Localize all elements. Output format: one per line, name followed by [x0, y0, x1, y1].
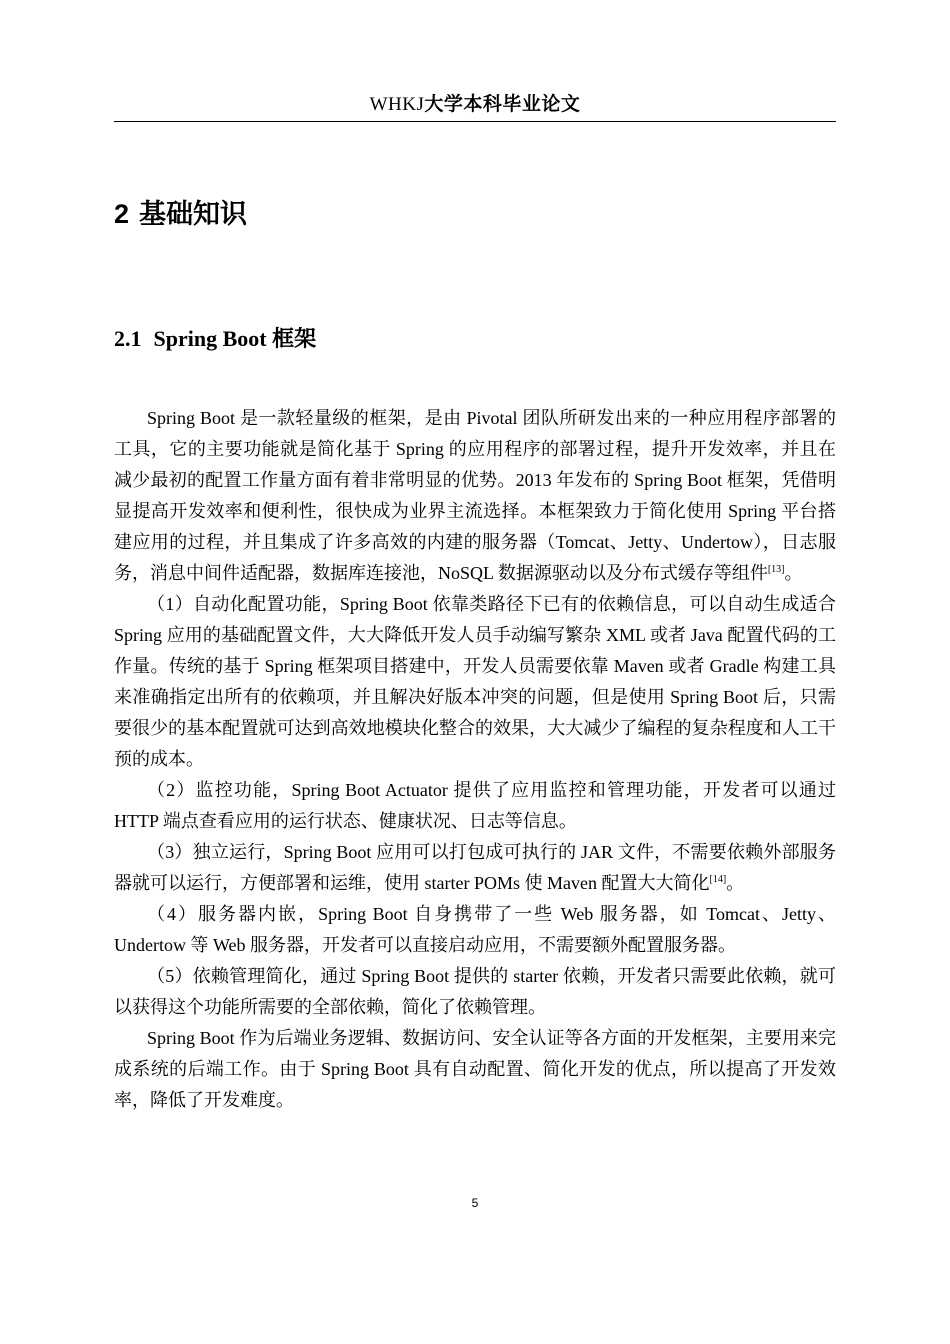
paragraph-text: Spring Boot 作为后端业务逻辑、数据访问、安全认证等各方面的开发框架，主要用来完成系统的后端工作。由于 Spring Boot 具有自动配置、简化开发的优点，所以提高了开发效率，降低了开发难度。 [114, 1028, 836, 1110]
page-number: 5 [471, 1196, 479, 1210]
paragraph-text: （2）监控功能，Spring Boot Actuator 提供了应用监控和管理功能，开发者可以通过 HTTP 端点查看应用的运行状态、健康状况、日志等信息。 [114, 780, 836, 831]
header-rule [114, 121, 836, 122]
running-header [114, 92, 836, 118]
paragraph-embedded-server [114, 899, 836, 961]
paragraph-intro [114, 403, 836, 589]
citation-ref: [14] [709, 874, 727, 885]
paragraph-text: （4）服务器内嵌，Spring Boot 自身携带了一些 Web 服务器，如 Tomcat、Jetty、Undertow 等 Web 服务器，开发者可以直接启动应用，不需要额外配置服务器。 [114, 904, 836, 955]
section-number: 2.1 [114, 326, 142, 351]
citation-ref: [13] [767, 564, 785, 575]
chapter-title [114, 195, 247, 233]
paragraph-dependency-mgmt [114, 961, 836, 1023]
paragraph-monitoring [114, 775, 836, 837]
header-school: WHKJ [369, 94, 425, 115]
section-title [114, 323, 316, 355]
section-title-text: Spring Boot 框架 [153, 326, 317, 351]
paragraph-summary [114, 1023, 836, 1116]
paragraph-text: （5）依赖管理简化，通过 Spring Boot 提供的 starter 依赖，开发者只需要此依赖，就可以获得这个功能所需要的全部依赖，简化了依赖管理。 [114, 966, 836, 1017]
chapter-title-text: 基础知识 [139, 199, 248, 229]
paragraph-auto-config [114, 589, 836, 775]
paragraph-text: Spring Boot 是一款轻量级的框架，是由 Pivotal 团队所研发出来的一种应用程序部署的工具，它的主要功能就是简化基于 Spring 的应用程序的部署过程，提升开发效率，并且在减少最初的配置工作量方面有着非常明显的优势。2013 年发布的 Spring Boot 框架，凭借明显提高开发效率和便利性，很快成为业界主流选择。本框架致力于简化使用 Spring 平台搭建应用的过程，并且集成了许多高效的内建的服务器（Tomcat、Jetty、Undertow），日志服务，消息中间件适配器，数据库连接池，NoSQL 数据源驱动以及分布式缓存等组件 [114, 408, 836, 583]
body-text [114, 403, 836, 1116]
paragraph-text: （3）独立运行，Spring Boot 应用可以打包成可执行的 JAR 文件，不需要依赖外部服务器就可以运行，方便部署和运维，使用 starter POMs 使 Maven 配置大大简化 [114, 842, 836, 893]
paragraph-text: （1）自动化配置功能，Spring Boot 依靠类路径下已有的依赖信息，可以自动生成适合 Spring 应用的基础配置文件，大大降低开发人员手动编写繁杂 XML 或者 Java 配置代码的工作量。传统的基于 Spring 框架项目搭建中，开发人员需要依靠 Maven 或者 Gradle 构建工具来准确指定出所有的依赖项，并且解决好版本冲突的问题，但是使用 Spring Boot 后，只需要很少的基本配置就可达到高效地模块化整合的效果，大大减少了编程的复杂程度和人工干预的成本。 [114, 594, 836, 769]
paragraph-tail: 。 [726, 873, 745, 893]
paragraph-tail: 。 [784, 563, 803, 583]
paragraph-standalone [114, 837, 836, 899]
chapter-number: 2 [114, 199, 130, 229]
header-title: 大学本科毕业论文 [424, 94, 581, 115]
